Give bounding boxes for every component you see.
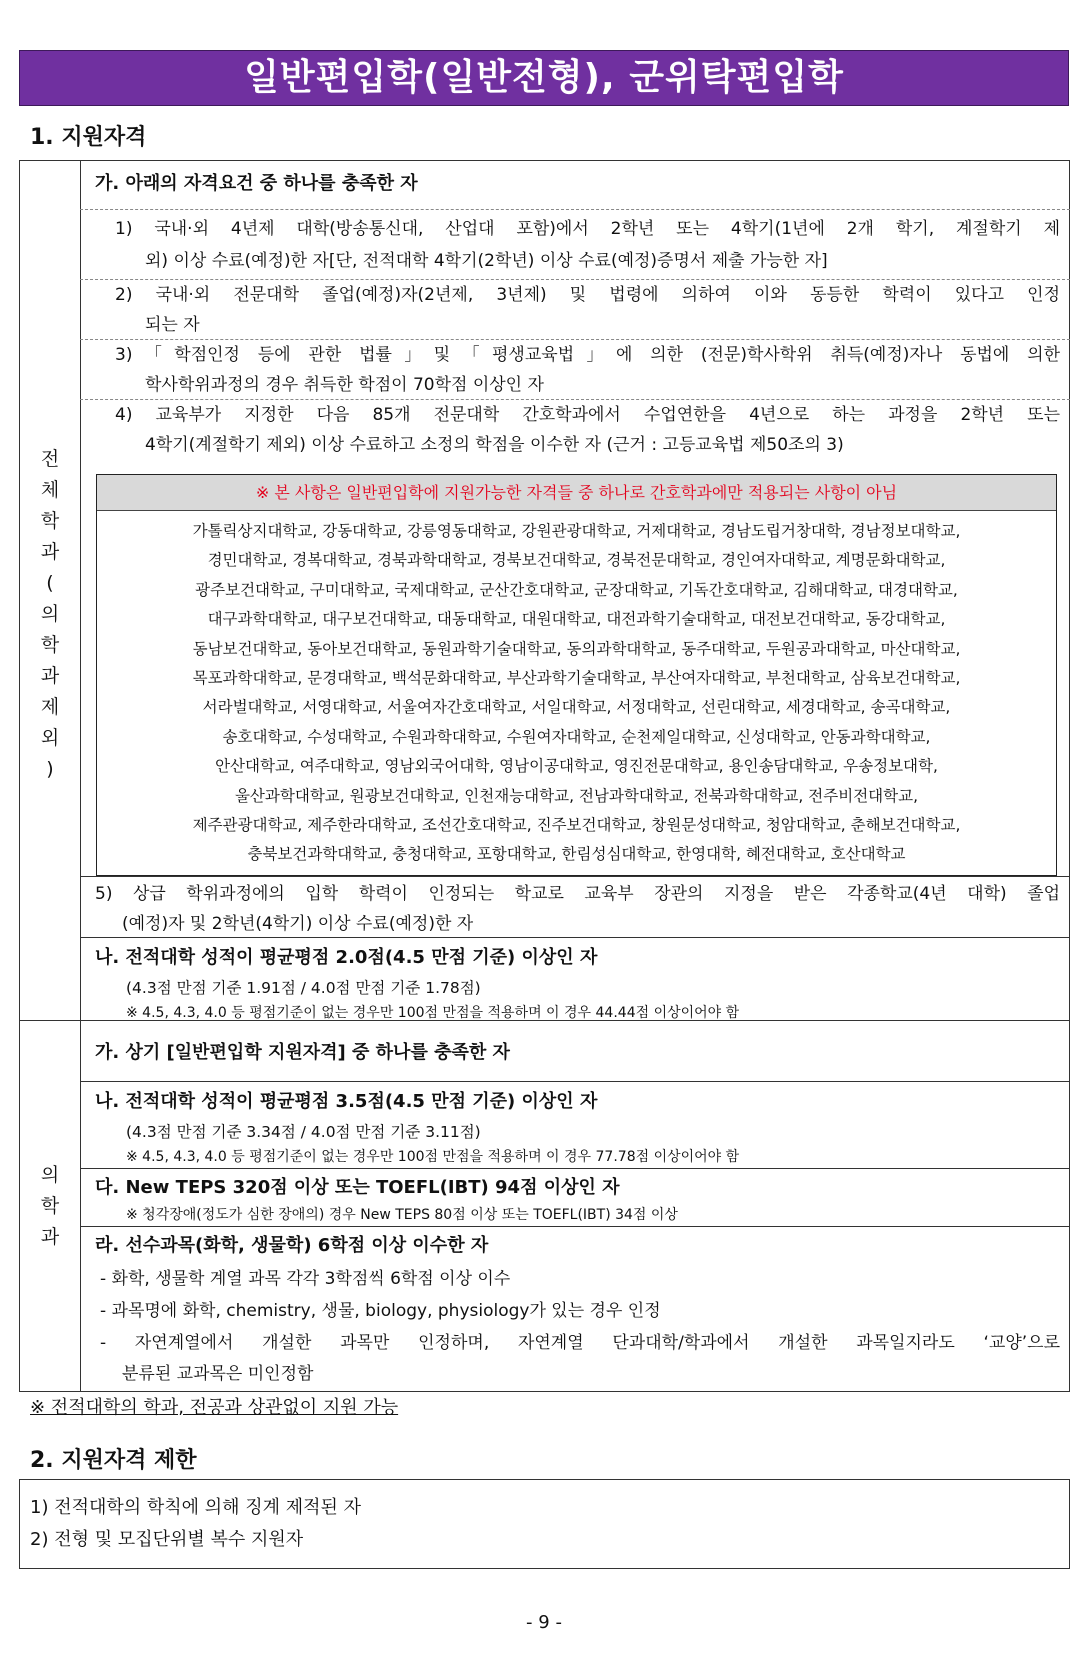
- med-ra-item: - 자연계열에서 개설한 과목만 인정하며, 자연계열 단과대학/학과에서 개설한 과목일지라도 ‘교양’으로: [100, 1333, 1060, 1353]
- criteria-item-4-line1: 4) 교육부가 지정한 다음 85개 전문대학 간호학과에서 수업연한을 4년으로 하는 과정을 2학년 또는: [115, 405, 1060, 425]
- criteria-item-3-line2: 학사학위과정의 경우 취득한 학점이 70학점 이상인 자: [145, 375, 544, 395]
- college-list-line: 제주관광대학교, 제주한라대학교, 조선간호대학교, 진주보건대학교, 창원문성대학교, 청암대학교, 춘해보건대학교,: [192, 816, 961, 834]
- college-list-line: 울산과학대학교, 원광보건대학교, 인천재능대학교, 전남과학대학교, 전북과학대학교, 전주비전대학교,: [234, 786, 919, 805]
- med-da-title: 다. New TEPS 320점 이상 또는 TOEFL(IBT) 94점 이상인 자: [95, 1177, 620, 1198]
- criteria-item-3-line1: 3)「학점인정 등에 관한 법률」및「평생교육법」에 의한 (전문)학사학위 취득(예정)자나 동법에 의한: [115, 345, 1060, 365]
- restriction-item: 2) 전형 및 모집단위별 복수 지원자: [30, 1529, 304, 1550]
- college-list-line: 대구과학대학교, 대구보건대학교, 대동대학교, 대원대학교, 대전과학기술대학교, 대전보건대학교, 동강대학교,: [207, 610, 946, 629]
- nursing-note-header: ※ 본 사항은 일반편입학에 지원가능한 자격들 중 하나로 간호학과에만 적용되는 사항이 아님: [97, 475, 1056, 511]
- criteria-item-1-line1: 1) 국내·외 4년제 대학(방송통신대, 산업대 포함)에서 2학년 또는 4학기(1년에 2개 학기, 계절학기 제: [115, 219, 1060, 239]
- criteria-item-2-line2: 되는 자: [145, 315, 200, 335]
- section1-footnote: ※ 전적대학의 학과, 전공과 상관없이 지원 가능: [30, 1397, 399, 1418]
- college-list-line: 안산대학교, 여주대학교, 영남외국어대학, 영남이공대학교, 영진전문대학교, 용인송담대학교, 우송정보대학,: [215, 757, 938, 776]
- med-na-sub: (4.3점 만점 기준 3.34점 / 4.0점 만점 기준 3.11점): [126, 1123, 481, 1141]
- criteria-item-5-line2: (예정)자 및 2학년(4학기) 이상 수료(예정)한 자: [122, 914, 474, 934]
- criteria-na-title: 나. 전적대학 성적이 평균평점 2.0점(4.5 만점 기준) 이상인 자: [95, 947, 598, 968]
- row-divider: [80, 1081, 1070, 1082]
- page-number: - 9 -: [526, 1612, 562, 1633]
- criteria-item-1-line2: 외) 이상 수료(예정)한 자[단, 전적대학 4학기(2학년) 이상 수료(예정)증명서 제출 가능한 자]: [145, 251, 828, 271]
- restriction-item: 1) 전적대학의 학칙에 의해 징계 제적된 자: [30, 1497, 362, 1518]
- criteria-item-2-line1: 2) 국내·외 전문대학 졸업(예정)자(2년제, 3년제) 및 법령에 의하여 이와 동등한 학력이 있다고 인정: [115, 285, 1060, 305]
- row-label-medicine: 의 학 과: [40, 1164, 60, 1248]
- med-ra-item: - 과목명에 화학, chemistry, 생물, biology, physiology가 있는 경우 인정: [100, 1301, 661, 1321]
- item-divider: [80, 876, 1070, 877]
- row-divider: [80, 1168, 1070, 1169]
- med-na-title: 나. 전적대학 성적이 평균평점 3.5점(4.5 만점 기준) 이상인 자: [95, 1091, 598, 1112]
- college-list-line: 가톨릭상지대학교, 강동대학교, 강릉영동대학교, 강원관광대학교, 거제대학교, 경남도립거창대학, 경남정보대학교,: [192, 522, 961, 540]
- college-list-line: 송호대학교, 수성대학교, 수원과학대학교, 수원여자대학교, 순천제일대학교, 신성대학교, 안동과학대학교,: [222, 727, 931, 746]
- college-list-line: 경민대학교, 경복대학교, 경북과학대학교, 경북보건대학교, 경북전문대학교, 경인여자대학교, 계명문화대학교,: [207, 551, 946, 570]
- item-divider: [80, 209, 1070, 210]
- criteria-item-4-line2: 4학기(계절학기 제외) 이상 수료하고 소정의 학점을 이수한 자 (근거 : 고등교육법 제50조의 3): [145, 435, 844, 455]
- college-list-line: 목포과학대학교, 문경대학교, 백석문화대학교, 부산과학기술대학교, 부산여자대학교, 부천대학교, 삼육보건대학교,: [192, 669, 961, 687]
- row-divider: [80, 1226, 1070, 1227]
- restrictions-box: [19, 1479, 1070, 1569]
- criteria-na-sub: (4.3점 만점 기준 1.91점 / 4.0점 만점 기준 1.78점): [126, 979, 481, 997]
- med-ra-item-cont: 분류된 교과목은 미인정함: [122, 1364, 314, 1384]
- college-list-line: 광주보건대학교, 구미대학교, 국제대학교, 군산간호대학교, 군장대학교, 기독간호대학교, 김해대학교, 대경대학교,: [195, 580, 958, 599]
- nursing-colleges-box: [96, 474, 1057, 876]
- college-list-line: 동남보건대학교, 동아보건대학교, 동원과학기술대학교, 동의과학대학교, 동주대학교, 두원공과대학교, 마산대학교,: [192, 639, 961, 658]
- college-list-line: 서라벌대학교, 서영대학교, 서울여자간호대학교, 서일대학교, 서정대학교, 선린대학교, 세경대학교, 송곡대학교,: [202, 698, 951, 717]
- section2-heading: 2. 지원자격 제한: [30, 1448, 197, 1473]
- row-label-all-departments: 전 체 학 과 ( 의 학 과 제 외 ): [40, 448, 60, 780]
- med-ga-title: 가. 상기 [일반편입학 지원자격] 중 하나를 충족한 자: [95, 1042, 510, 1063]
- med-ra-item: - 화학, 생물학 계열 과목 각각 3학점씩 6학점 이상 이수: [100, 1269, 511, 1289]
- med-ra-title: 라. 선수과목(화학, 생물학) 6학점 이상 이수한 자: [95, 1235, 489, 1256]
- page-banner-title: 일반편입학(일반전형), 군위탁편입학: [19, 50, 1069, 106]
- med-na-note: ※ 4.5, 4.3, 4.0 등 평점기준이 없는 경우만 100점 만점을 적용하며 이 경우 77.78점 이상이어야 함: [126, 1149, 740, 1165]
- section1-heading: 1. 지원자격: [30, 125, 147, 150]
- criteria-item-5-line1: 5) 상급 학위과정에의 입학 학력이 인정되는 학교로 교육부 장관의 지정을 받은 각종학교(4년 대학) 졸업: [95, 884, 1060, 904]
- college-list-line: 충북보건과학대학교, 충청대학교, 포항대학교, 한림성심대학교, 한영대학, 혜전대학교, 호산대학교: [247, 845, 906, 864]
- criteria-na-note: ※ 4.5, 4.3, 4.0 등 평점기준이 없는 경우만 100점 만점을 적용하며 이 경우 44.44점 이상이어야 함: [126, 1005, 740, 1021]
- med-da-note: ※ 청각장애(정도가 심한 장애의) 경우 New TEPS 80점 이상 또는 TOEFL(IBT) 34점 이상: [126, 1207, 678, 1223]
- table-col-divider: [80, 160, 81, 1392]
- criteria-ga-title: 가. 아래의 자격요건 중 하나를 충족한 자: [95, 173, 418, 194]
